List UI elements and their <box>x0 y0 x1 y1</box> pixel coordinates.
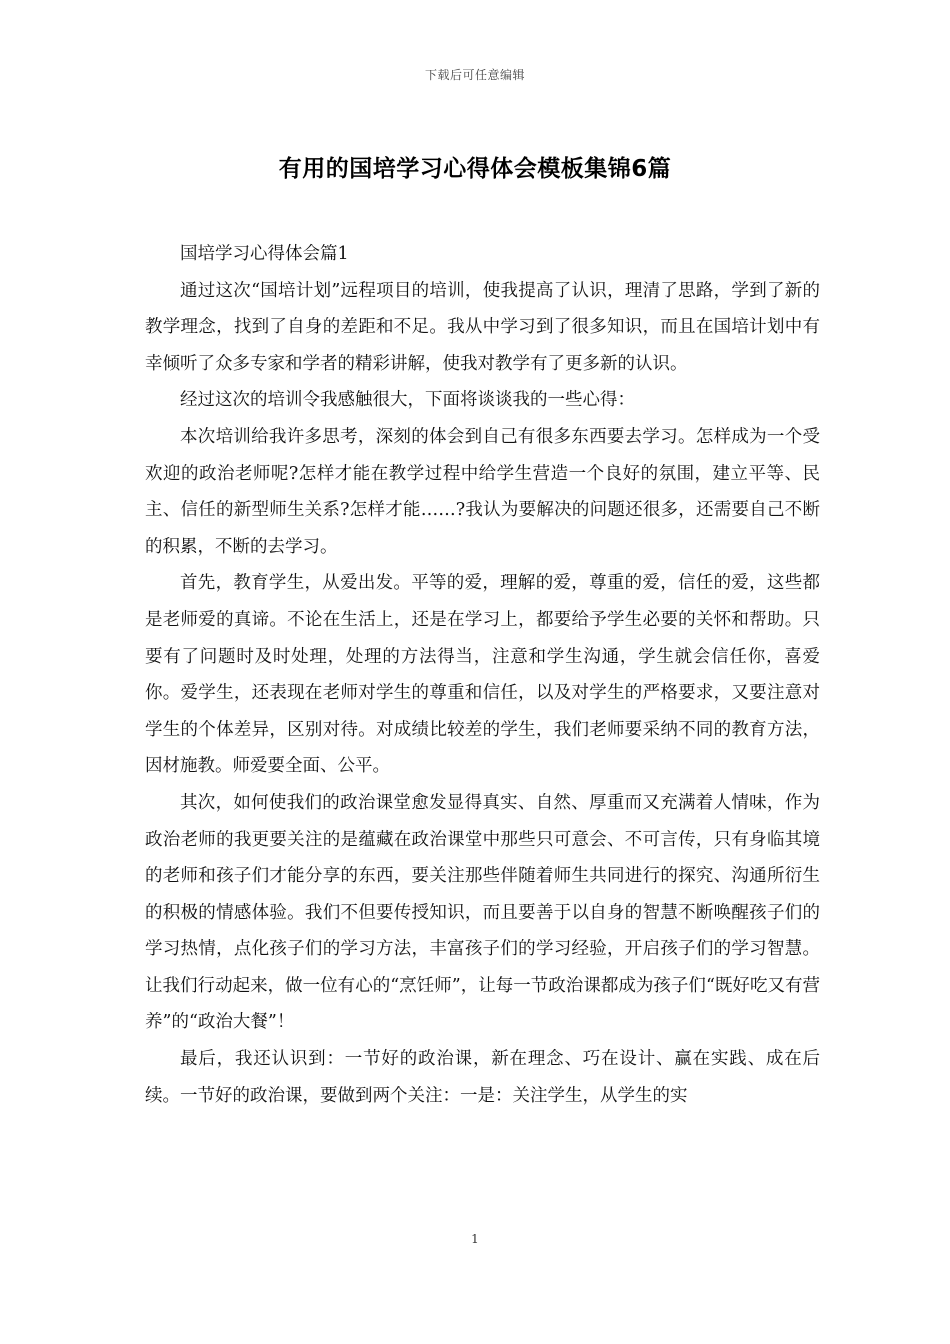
page-header: 下载后可任意编辑 <box>424 68 525 82</box>
paragraph: 本次培训给我许多思考，深刻的体会到自己有很多东西要去学习。怎样成为一个受欢迎的政治老师呢?怎样才能在教学过程中给学生营造一个良好的氛围，建立平等、民主、信任的新型师生关系?怎样才能……?我认为要解决的问题还很多，还需要自己不断的积累，不断的去学习。 <box>145 426 820 557</box>
paragraph: 最后，我还认识到：一节好的政治课，新在理念、巧在设计、赢在实践、成在后续。一节好的政治课，要做到两个关注：一是：关注学生，从学生的实 <box>145 1049 820 1106</box>
page-number: 1 <box>471 1232 479 1246</box>
paragraph: 通过这次“国培计划”远程项目的培训，使我提高了认识，理清了思路，学到了新的教学理念，找到了自身的差距和不足。我从中学习到了很多知识，而且在国培计划中有幸倾听了众多专家和学者的精彩讲解，使我对教学有了更多新的认识。 <box>145 280 820 374</box>
paragraph: 经过这次的培训令我感触很大，下面将谈谈我的一些心得： <box>180 390 635 411</box>
document-body <box>145 236 820 1114</box>
paragraph: 其次，如何使我们的政治课堂愈发显得真实、自然、厚重而又充满着人情味，作为政治老师的我更要关注的是蕴藏在政治课堂中那些只可意会、不可言传，只有身临其境的老师和孩子们才能分享的东西，要关注那些伴随着师生共同进行的探究、沟通所衍生的积极的情感体验。我们不但要传授知识，而且要善于以自身的智慧不断唤醒孩子们的学习热情，点化孩子们的学习方法，丰富孩子们的学习经验，开启孩子们的学习智慧。让我们行动起来，做一位有心的“烹饪师”，让每一节政治课都成为孩子们“既好吃又有营养”的“政治大餐”！ <box>145 792 820 1033</box>
document-title: 有用的国培学习心得体会模板集锦6篇 <box>278 156 672 182</box>
paragraph: 首先，教育学生，从爱出发。平等的爱，理解的爱，尊重的爱，信任的爱，这些都是老师爱的真谛。不论在生活上，还是在学习上，都要给予学生必要的关怀和帮助。只要有了问题时及时处理，处理的方法得当，注意和学生沟通，学生就会信任你，喜爱你。爱学生，还表现在老师对学生的尊重和信任，以及对学生的严格要求，又要注意对学生的个体差异，区别对待。对成绩比较差的学生，我们老师要采纳不同的教育方法，因材施教。师爱要全面、公平。 <box>145 573 820 777</box>
section-heading: 国培学习心得体会篇1 <box>180 244 349 264</box>
